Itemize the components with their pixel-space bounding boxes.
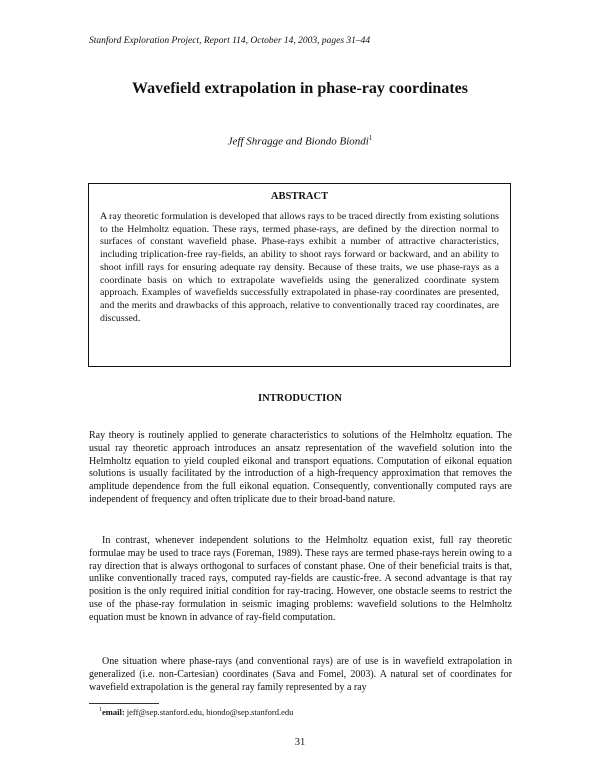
footnote-label: email:: [102, 707, 125, 717]
footnote: [99, 707, 293, 717]
introduction-heading: INTRODUCTION: [257, 393, 342, 404]
footnote-rule: [89, 703, 159, 704]
author-line: [0, 134, 600, 148]
abstract-heading: ABSTRACT: [270, 191, 329, 202]
paper-title: Wavefield extrapolation in phase-ray coordinates: [132, 80, 468, 97]
running-head: Stanford Exploration Project, Report 114, October 14, 2003, pages 31–44: [89, 36, 371, 46]
author-footnote-mark: 1: [368, 134, 373, 142]
footnote-mark: 1: [99, 707, 102, 714]
abstract-text: A ray theoretic formulation is developed that allows rays to be traced directly from existing solutions to the Helmholtz equation. These rays, termed phase-rays, are defined by the direction normal to surfaces of constant wavefield phase. Phase-rays exhibit a number of attractive characteristics, including triplication-free ray-fields, an ability to shoot rays forward or backward, and an ability to shoot infill rays for ensuring adequate ray density. Because of these traits, we use phase-rays as a coordinate basis on which to extrapolate wavefields using the generalized coordinate system approach. Examples of wavefields successfully extrapolated in phase-ray coordinates are presented, and the merits and drawbacks of this approach, relative to conventionally traced ray coordinates, are discussed.: [100, 211, 500, 324]
footnote-email[interactable]: jeff@sep.stanford.edu, biondo@sep.stanford.edu: [126, 707, 294, 717]
intro-paragraph-2: In contrast, whenever independent solutions to the Helmholtz equation exist, full ray theoretic formulae may be used to trace rays (Foreman, 1989). These rays are termed phase-rays herein owing to a ray direction that is always orthogonal to surfaces of constant phase. One of their beneficial traits is that, unlike conventionally traced rays, computed ray-fields are caustic-free. A second advantage is that ray position is the only required initial condition for ray-tracing. However, one obstacle seems to restrict the use of the phase-ray formulation in seismic imaging problems: wavefield solutions to the Helmholtz equation must be known in advance of ray-field computation.: [89, 535, 512, 623]
abstract-box: [88, 183, 511, 367]
page-number: 31: [294, 737, 306, 748]
authors: Jeff Shragge and Biondo Biondi: [227, 135, 369, 148]
intro-paragraph-3: One situation where phase-rays (and conventional rays) are of use is in wavefield extrapolation in generalized (i.e. non-Cartesian) coordinates (Sava and Fomel, 2003). A natural set of coordinates for wavefield extrapolation is the general ray family represented by a ray: [89, 656, 512, 693]
intro-paragraph-1: Ray theory is routinely applied to generate characteristics to solutions of the Helmholtz equation. The usual ray theoretic approach introduces an ansatz representation of the wavefield solution into the Helmholtz equation to yield coupled eikonal and transport equations. Computation of eikonal equation solutions is usually facilitated by the introduction of a high-frequency approximation that removes the amplitude dependence from the full eikonal equation. Consequently, conventionally computed rays are independent of frequency and often triplicate due to their broad-band nature.: [89, 430, 512, 505]
